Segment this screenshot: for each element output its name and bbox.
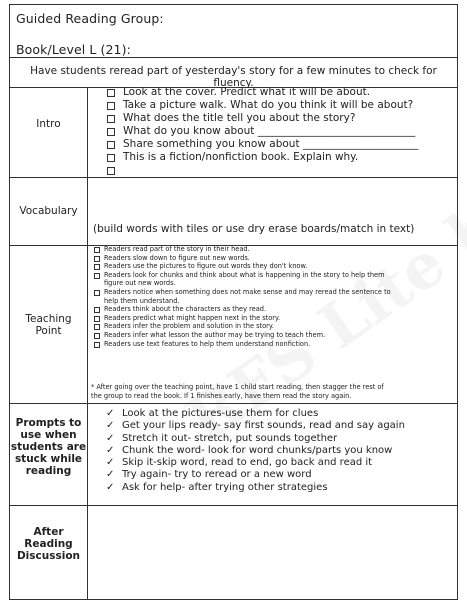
list-item-continuation: figure out new words. xyxy=(104,279,176,288)
list-item: What does the title tell you about the story? xyxy=(107,112,418,125)
check-icon: ✓ xyxy=(106,457,115,469)
teaching-note: * After going over the teaching point, have 1 child start reading, then stagger the rest of the group to read the book. If 1 finishes early, have them read the story again. xyxy=(91,383,384,400)
list-item: Readers infer the problem and solution in the story. xyxy=(94,322,391,331)
list-item: What do you know about ______________________________ xyxy=(107,125,418,138)
list-item: Readers slow down to figure out new words. xyxy=(94,254,391,263)
divider xyxy=(10,505,457,506)
checkbox[interactable] xyxy=(107,115,115,123)
check-icon: ✓ xyxy=(106,432,115,444)
list-item: Readers notice when something does not make sense and may reread the sentence to xyxy=(94,288,391,297)
group-label: Guided Reading Group: xyxy=(16,11,164,26)
checkbox[interactable] xyxy=(107,167,115,175)
checkbox[interactable] xyxy=(94,273,100,279)
vocabulary-instructions: (build words with tiles or use dry erase boards/match in text) xyxy=(93,223,415,235)
checkbox[interactable] xyxy=(94,307,100,313)
checkbox[interactable] xyxy=(94,324,100,330)
prompts-label: Prompts to use when students are stuck while reading xyxy=(10,417,87,477)
check-icon: ✓ xyxy=(106,481,115,493)
list-item: Readers use text features to help them understand nonfiction. xyxy=(94,340,391,349)
list-item: ✓ Get your lips ready- say first sounds, read and say again xyxy=(106,420,405,432)
teaching-point-label: Teaching Point xyxy=(25,313,72,337)
fluency-banner: Have students reread part of yesterday's story for a few minutes to check for fluency. xyxy=(30,65,437,89)
list-item: Readers infer what lesson the author may be trying to teach them. xyxy=(94,331,391,340)
checkbox[interactable] xyxy=(107,89,115,97)
checkbox[interactable] xyxy=(94,256,100,262)
list-item: Readers predict what might happen next in the story. xyxy=(94,314,391,323)
list-item: This is a fiction/nonfiction book. Explain why. xyxy=(107,151,418,164)
check-icon: ✓ xyxy=(106,444,115,456)
check-icon: ✓ xyxy=(106,408,115,419)
checkbox[interactable] xyxy=(94,316,100,322)
prompts-checklist xyxy=(106,408,405,494)
list-item: ✓ Stretch it out- stretch, put sounds together xyxy=(106,432,338,444)
teaching-point-checklist xyxy=(94,245,391,348)
checkbox[interactable] xyxy=(107,128,115,136)
divider xyxy=(10,57,457,58)
list-item xyxy=(107,164,418,177)
checkbox[interactable] xyxy=(94,247,100,253)
list-item: ✓ Chunk the word- look for word chunks/parts you know xyxy=(106,444,393,456)
divider xyxy=(10,177,457,178)
checkbox[interactable] xyxy=(94,264,100,270)
lesson-plan-sheet xyxy=(9,4,458,600)
list-item: ✓ Look at the pictures-use them for clues xyxy=(106,408,319,419)
checkbox[interactable] xyxy=(94,342,100,348)
list-item-continuation: help them understand. xyxy=(104,296,180,305)
list-item: Readers use the pictures to figure out words they don't know. xyxy=(94,262,391,271)
intro-checklist xyxy=(107,86,418,177)
check-icon: ✓ xyxy=(106,469,115,481)
list-item: Share something you know about ______________________ xyxy=(107,138,418,151)
vocabulary-label: Vocabulary xyxy=(19,205,78,217)
intro-label: Intro xyxy=(36,118,61,130)
check-icon: ✓ xyxy=(106,420,115,432)
list-item: Readers look for chunks and think about what is happening in the story to help them xyxy=(94,271,391,280)
divider xyxy=(10,403,457,404)
checkbox[interactable] xyxy=(94,290,100,296)
book-level-label: Book/Level L (21): xyxy=(16,42,131,57)
checkbox[interactable] xyxy=(107,154,115,162)
checkbox[interactable] xyxy=(94,333,100,339)
checkbox[interactable] xyxy=(107,102,115,110)
list-item: ✓ Skip it-skip word, read to end, go back and read it xyxy=(106,457,373,469)
after-reading-label: After Reading Discussion xyxy=(16,526,81,562)
list-item: Readers think about the characters as they read. xyxy=(94,305,391,314)
checkbox[interactable] xyxy=(107,141,115,149)
list-item: Take a picture walk. What do you think it will be about? xyxy=(107,99,418,112)
list-item: ✓ Ask for help- after trying other strategies xyxy=(106,481,328,493)
column-divider xyxy=(87,87,88,599)
list-item: Look at the cover. Predict what it will be about. xyxy=(107,86,418,99)
list-item: Readers read part of the story in their head. xyxy=(94,245,391,254)
list-item: ✓ Try again- try to reread or a new word xyxy=(106,469,312,481)
